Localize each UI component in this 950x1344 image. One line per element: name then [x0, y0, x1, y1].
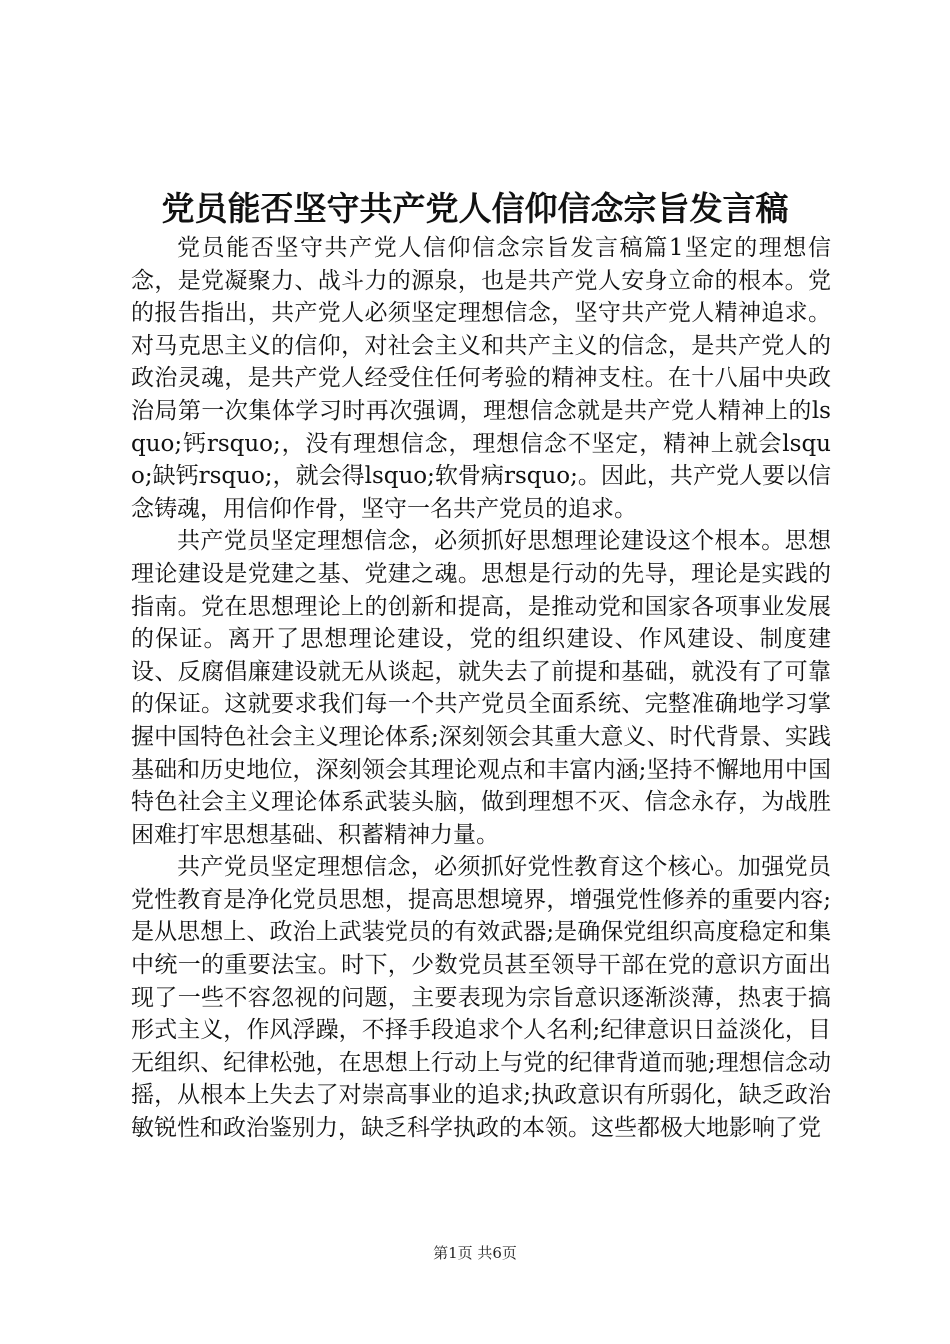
paragraph-1: 党员能否坚守共产党人信仰信念宗旨发言稿篇1坚定的理想信念，是党凝聚力、战斗力的源泉，也是共产党人安身立命的根本。党的报告指出，共产党人必须坚定理想信念，坚守共产党人精神追求。对马克思主义的信仰，对社会主义和共产主义的信念，是共产党人的政治灵魂，是共产党人经受住任何考验的精神支柱。在十八届中央政治局第一次集体学习时再次强调，理想信念就是共产党人精神上的lsquo;钙rsquo;，没有理想信念，理想信念不坚定，精神上就会lsquo;缺钙rsquo;，就会得lsquo;软骨病rsquo;。因此，共产党人要以信念铸魂，用信仰作骨，坚守一名共产党员的追求。 — [131, 235, 831, 522]
paragraph-3: 共产党员坚定理想信念，必须抓好党性教育这个核心。加强党员党性教育是净化党员思想，提高思想境界，增强党性修养的重要内容;是从思想上、政治上武装党员的有效武器;是确保党组织高度稳定和集中统一的重要法宝。时下，少数党员甚至领导干部在党的意识方面出现了一些不容忽视的问题，主要表现为宗旨意识逐渐淡薄，热衷于搞形式主义，作风浮躁，不择手段追求个人名利;纪律意识日益淡化，目无组织、纪律松弛，在思想上行动上与党的纪律背道而驰;理想信念动摇，从根本上失去了对崇高事业的追求;执政意识有所弱化，缺乏政治敏锐性和政治鉴别力，缺乏科学执政的本领。这些都极大地影响了党 — [131, 854, 831, 1142]
page-footer: 第1页 共6页 — [433, 1244, 517, 1262]
document-title: 党员能否坚守共产党人信仰信念宗旨发言稿 — [161, 189, 789, 228]
paragraph-2: 共产党员坚定理想信念，必须抓好思想理论建设这个根本。思想理论建设是党建之基、党建之魂。思想是行动的先导，理论是实践的指南。党在思想理论上的创新和提高，是推动党和国家各项事业发展的保证。离开了思想理论建设，党的组织建设、作风建设、制度建设、反腐倡廉建设就无从谈起，就失去了前提和基础，就没有了可靠的保证。这就要求我们每一个共产党员全面系统、完整准确地学习掌握中国特色社会主义理论体系;深刻领会其重大意义、时代背景、实践基础和历史地位，深刻领会其理论观点和丰富内涵;坚持不懈地用中国特色社会主义理论体系武装头脑，做到理想不灭、信念永存，为战胜困难打牢思想基础、积蓄精神力量。 — [131, 528, 831, 848]
document-body — [131, 232, 831, 1145]
